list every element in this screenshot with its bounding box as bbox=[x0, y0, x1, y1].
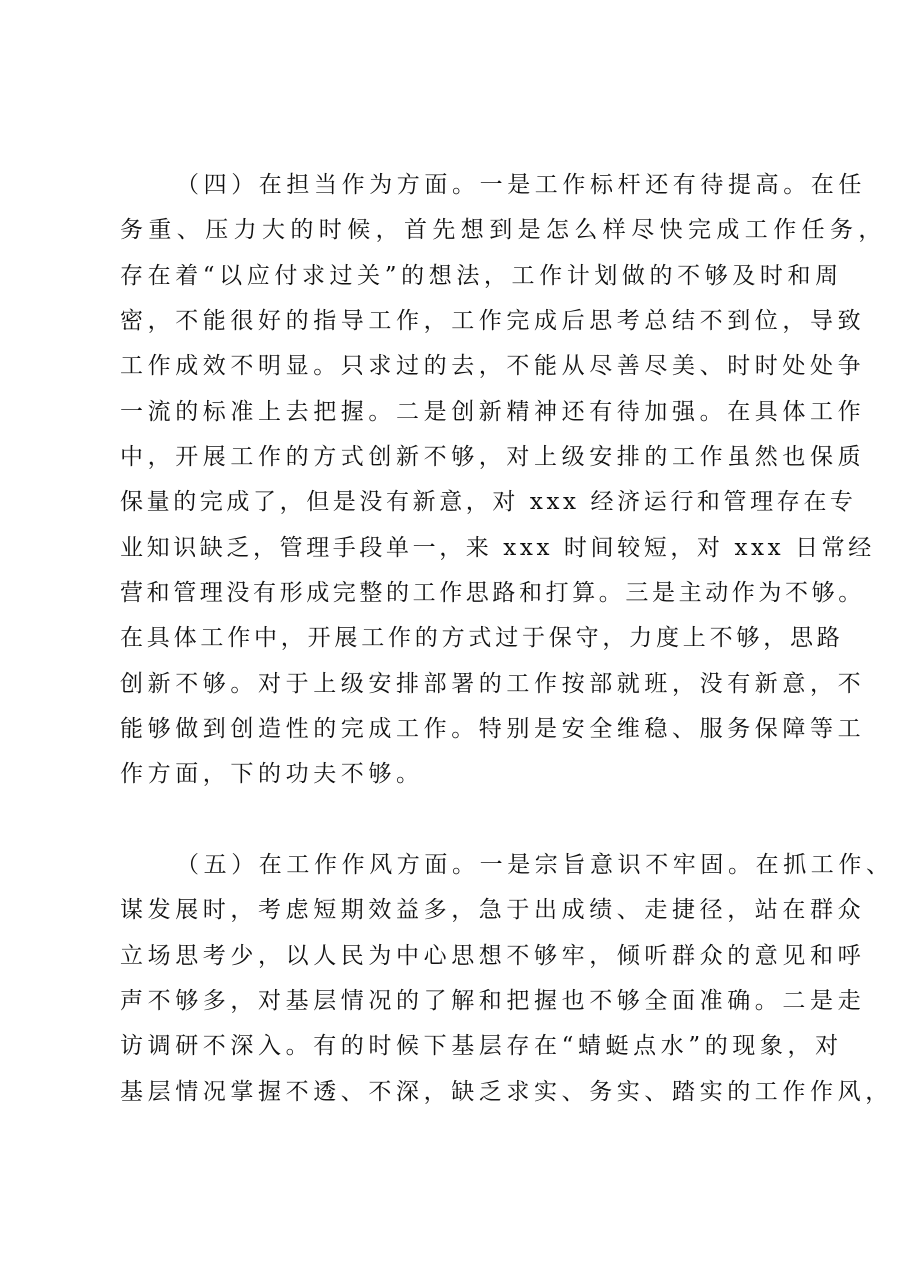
paragraph-4-line-3: 存在着“以应付求过关”的想法，工作计划做的不够及时和周 bbox=[120, 263, 843, 289]
paragraph-5-line-4: 声不够多，对基层情况的了解和把握也不够全面准确。二是走 bbox=[120, 988, 866, 1014]
paragraph-4-line-10: 营和管理没有形成完整的工作思路和打算。三是主动作为不够。 bbox=[120, 580, 865, 606]
paragraph-4-line-6: 一流的标准上去把握。二是创新精神还有待加强。在具体工作 bbox=[120, 399, 866, 425]
paragraph-4-line-13: 能够做到创造性的完成工作。特别是安全维稳、服务保障等工 bbox=[120, 716, 866, 742]
paragraph-5-line-1: （五）在工作作风方面。一是宗旨意识不牢固。在抓工作、 bbox=[176, 852, 894, 878]
paragraph-5-line-3: 立场思考少，以人民为中心思想不够牢，倾听群众的意见和呼 bbox=[120, 943, 866, 969]
paragraph-5-line-6: 基层情况掌握不透、不深，缺乏求实、务实、踏实的工作作风， bbox=[120, 1079, 893, 1105]
paragraph-4-line-1: （四）在担当作为方面。一是工作标杆还有待提高。在任 bbox=[176, 172, 866, 198]
paragraph-4-line-7: 中，开展工作的方式创新不够，对上级安排的工作虽然也保质 bbox=[120, 444, 866, 470]
paragraph-4-line-12: 创新不够。对于上级安排部署的工作按部就班，没有新意，不 bbox=[120, 671, 866, 697]
paragraph-4-line-9: 业知识缺乏，管理手段单一，来 xxx 时间较短，对 xxx 日常经 bbox=[120, 535, 875, 561]
paragraph-4-line-8: 保量的完成了，但是没有新意，对 xxx 经济运行和管理存在专 bbox=[120, 489, 857, 515]
paragraph-4-line-5: 工作成效不明显。只求过的去，不能从尽善尽美、时时处处争 bbox=[120, 353, 866, 379]
paragraph-4-line-11: 在具体工作中，开展工作的方式过于保守，力度上不够，思路 bbox=[120, 625, 844, 651]
paragraph-4-line-14: 作方面，下的功夫不够。 bbox=[120, 761, 424, 787]
paragraph-4-line-4: 密，不能很好的指导工作，工作完成后思考总结不到位，导致 bbox=[120, 308, 866, 334]
paragraph-4-line-2: 务重、压力大的时候，首先想到是怎么样尽快完成工作任务， bbox=[120, 217, 887, 243]
paragraph-5-line-5: 访调研不深入。有的时候下基层存在“蜻蜓点水”的现象，对 bbox=[120, 1033, 843, 1059]
paragraph-5-line-2: 谋发展时，考虑短期效益多，急于出成绩、走捷径，站在群众 bbox=[120, 897, 866, 923]
